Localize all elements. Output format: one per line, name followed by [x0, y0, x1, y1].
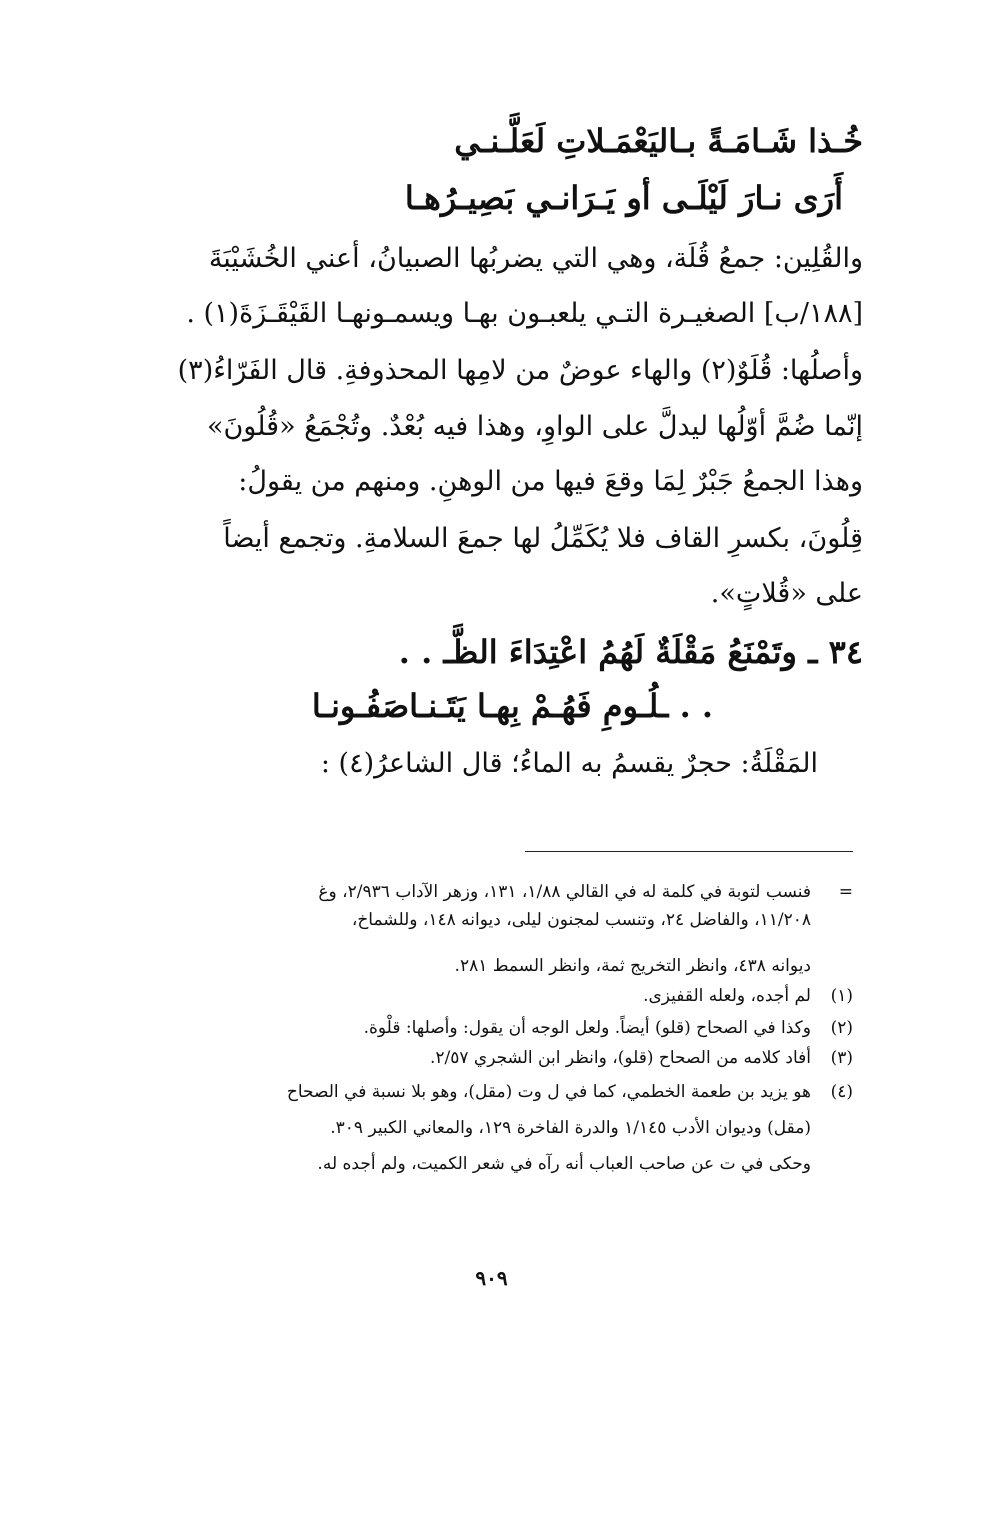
footnote-text: لم أجده، ولعله القفيزى.	[643, 986, 811, 1006]
footnote-text: هو يزيد بن طعمة الخطمي، كما في ل وت (مقل)، وهو بلا نسبة في الصحاح	[286, 1082, 811, 1102]
footnote-line: وحكى في ت عن صاحب العباب أنه رآه في شعر الكميت، ولم أجده له.	[317, 1154, 811, 1174]
footnote-continuation-mark: =	[838, 882, 853, 902]
footnote-text: أفاد كلامه من الصحاح (قلو)، وانظر ابن الشجري ٢/٥٧.	[429, 1048, 811, 1068]
body-line: المَقْلَةُ: حجرٌ يقسمُ به الماءُ؛ قال الشاعرُ(٤) :	[320, 748, 818, 779]
footnote-text: وكذا في الصحاح (قلو) أيضاً. ولعل الوجه أن يقول: وأصلها: قلْوة.	[363, 1018, 811, 1038]
footnote-separator	[525, 851, 853, 852]
body-line: قِلُونَ، بكسرِ القاف فلا يُكَمِّلُ لها جمعَ السلامةِ. وتجمع أيضاً	[223, 523, 863, 554]
verse2-second-hemistich: . . ـلُـومِ فَهُـمْ بِهـا يَتَـنـاصَفُـونـا	[311, 687, 713, 725]
verse2-first-hemistich: ٣٤ ـ وتَمْنَعُ مَقْلَةٌ لَهُمُ اعْتِدَاءَ الظَّـ . .	[398, 633, 863, 671]
body-line: [١٨٨/ب] الصغيـرة التـي يلعبـون بهـا ويسمـونهـا القَيْقَـزَةَ(١) .	[186, 298, 863, 329]
verse1-first-hemistich: خُـذا شَـامَـةً بـاليَعْمَـلاتِ لَعَلَّـنـي	[454, 122, 863, 160]
body-line: وأصلُها: قُلَوٌ(٢) والهاء عوضٌ من لامِها المحذوفةِ. قال الفَرّاءُ(٣)	[177, 355, 863, 386]
page-number: ٩٠٩	[475, 1266, 508, 1290]
footnote-line: فنسب لتوبة في كلمة له في القالي ١/٨٨، ١٣١، وزهر الآداب ٢/٩٣٦، وغ	[318, 882, 811, 902]
footnote-line: ١١/٢٠٨، والفاضل ٢٤، وتنسب لمجنون ليلى، ديوانه ١٤٨، وللشماخ،	[351, 910, 811, 930]
body-line: والقُلِين: جمعُ قُلَة، وهي التي يضربُها الصبيانُ، أعني الخُشَيْبَةَ	[208, 243, 863, 274]
verse1-second-hemistich: أَرَى نـارَ لَيْلَـى أو يَـرَانـي بَصِيـرُهـا	[404, 179, 843, 217]
footnote-line: ديوانه ٤٣٨، وانظر التخريج ثمة، وانظر السمط ٢٨١.	[454, 956, 811, 976]
footnote-number: (٤)	[830, 1082, 853, 1102]
footnote-number: (١)	[830, 986, 853, 1006]
body-line: إنّما ضُمَّ أوّلُها ليدلَّ على الواوِ، وهذا فيه بُعْدٌ. وتُجْمَعُ «قُلُونَ»	[206, 411, 863, 442]
footnote-number: (٢)	[830, 1018, 853, 1038]
body-line: وهذا الجمعُ جَبْرٌ لِمَا وقعَ فيها من الوهنِ. ومنهم من يقولُ:	[238, 466, 863, 497]
body-line: على «قُلاتٍ».	[710, 578, 863, 609]
footnote-line: (مقل) وديوان الأدب ١/١٤٥ والدرة الفاخرة ١٢٩، والمعاني الكبير ٣٠٩.	[330, 1118, 811, 1138]
footnote-number: (٣)	[830, 1048, 853, 1068]
